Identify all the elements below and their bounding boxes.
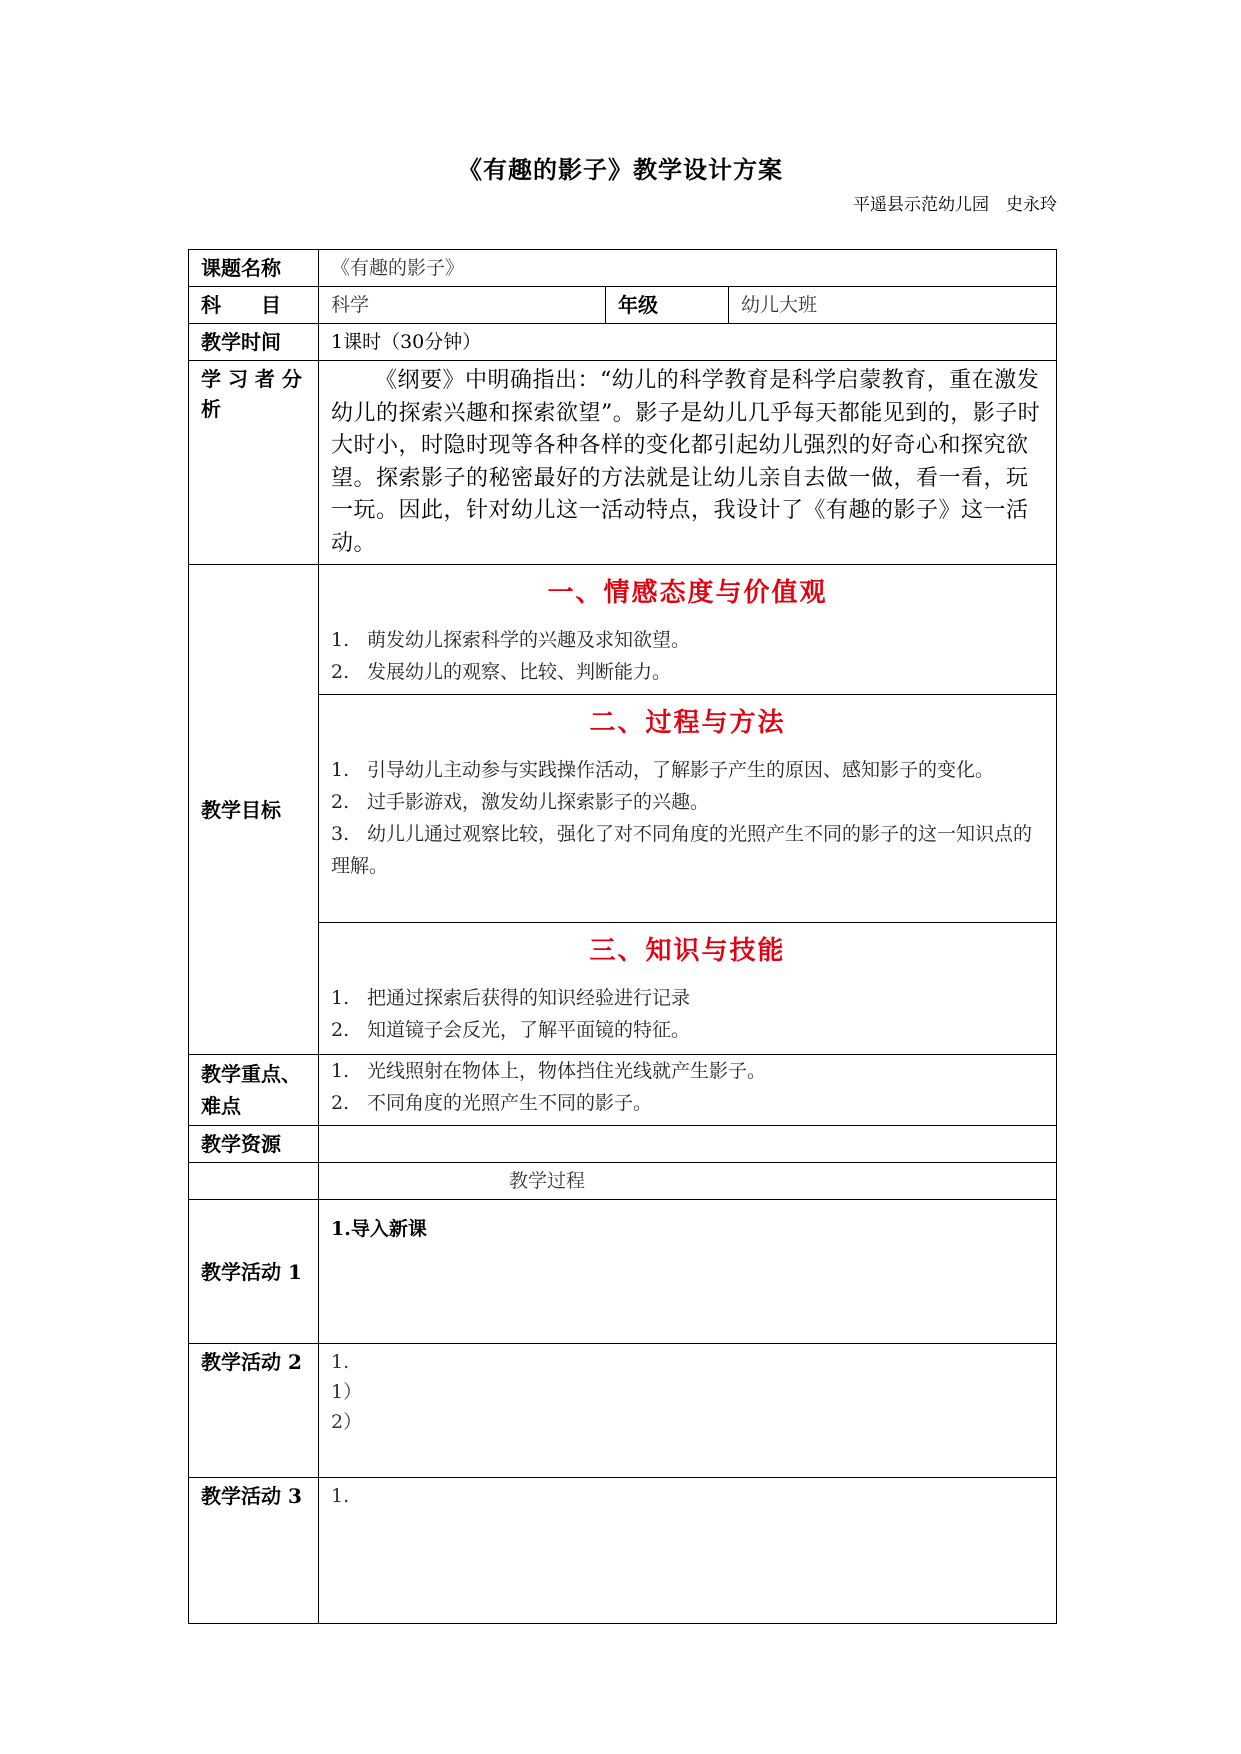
goal-section-2-heading: 二、过程与方法 [589,708,786,738]
goal-3-2 [319,1014,1056,1046]
process-label [189,1163,319,1200]
goal-2-2 [319,786,1056,818]
row-activity-3 [189,1478,1057,1624]
goal-section-1-heading: 一、情感态度与价值观 [547,578,828,608]
row-key-points [189,1055,1057,1126]
row-process [189,1163,1057,1200]
resources-value [319,1126,1057,1163]
item-number: 1. [331,1060,350,1082]
time-value: 1课时（30分钟） [319,324,1057,361]
item-text: 光线照射在物体上，物体挡住光线就产生影子。 [367,1060,767,1082]
item-number: 2. [331,791,350,813]
goals-label: 教学目标 [189,565,319,1055]
activity-2-label: 教学活动 2 [189,1344,319,1478]
topic-value: 《有趣的影子》 [319,250,1057,287]
key-point-2 [319,1087,1056,1119]
goal-section-2 [319,694,1056,922]
row-topic [189,250,1057,287]
subject-value: 科学 [319,287,606,324]
item-number: 1. [331,987,350,1009]
learner-label [189,361,319,565]
key-label-line2: 难点 [201,1094,241,1118]
subject-label: 科 目 [189,287,319,324]
time-label: 教学时间 [189,324,319,361]
goal-1-2 [319,656,1056,688]
activity-1-label: 教学活动 1 [189,1200,319,1344]
key-label [189,1055,319,1126]
grade-value: 幼儿大班 [729,287,1057,324]
item-text: 不同角度的光照产生不同的影子。 [367,1092,653,1114]
item-text: 知道镜子会反光，了解平面镜的特征。 [367,1019,691,1041]
row-resources [189,1126,1057,1163]
goal-2-3 [319,818,1056,882]
resources-label: 教学资源 [189,1126,319,1163]
row-activity-1 [189,1200,1057,1344]
item-number: 2. [331,661,350,683]
activity-2-line-2: 1） [331,1381,363,1403]
goal-section-1 [319,565,1056,694]
row-goals [189,565,1057,1055]
learner-analysis-cell [319,361,1057,565]
activity-1-line: 1.导入新课 [331,1218,427,1240]
activity-3-line: 1. [331,1485,350,1507]
lesson-plan-table [188,249,1057,1624]
item-number: 1. [331,759,350,781]
process-heading: 教学过程 [319,1163,1057,1200]
row-subject [189,287,1057,324]
goals-cell [319,565,1057,1055]
activity-2-line-3: 2） [331,1411,363,1433]
item-number: 3. [331,823,350,845]
author-line: 平遥县示范幼儿园 史永玲 [853,195,1057,215]
activity-2-cell [319,1344,1057,1478]
goal-section-3 [319,922,1056,1046]
learner-analysis-text: 《纲要》中明确指出：“幼儿的科学教育是科学启蒙教育，重在激发幼儿的探索兴趣和探索欲望”。影子是幼儿几乎每天都能见到的，影子时大时小，时隐时现等各种各样的变化都引起幼儿强烈的好奇心和探究欲望。探索影子的秘密最好的方法就是让幼儿亲自去做一做，看一看，玩一玩。因此，针对幼儿这一活动特点，我设计了《有趣的影子》这一活动。 [331,368,1041,556]
activity-3-label: 教学活动 3 [189,1478,319,1624]
item-text: 把通过探索后获得的知识经验进行记录 [367,987,691,1009]
item-text: 萌发幼儿探索科学的兴趣及求知欲望。 [367,629,691,651]
grade-label: 年级 [606,287,729,324]
activity-2-line-1: 1. [331,1351,350,1373]
goal-2-1 [319,754,1056,786]
row-learner [189,361,1057,565]
key-points-cell [319,1055,1057,1126]
learner-label-line1: 学 习 者 分 [201,367,302,391]
key-point-1 [319,1055,1056,1087]
item-text: 发展幼儿的观察、比较、判断能力。 [367,661,672,683]
row-activity-2 [189,1344,1057,1478]
item-text: 过手影游戏，激发幼儿探索影子的兴趣。 [367,791,710,813]
activity-1-cell [319,1200,1057,1344]
goal-1-1 [319,624,1056,656]
item-number: 2. [331,1092,350,1114]
document-title: 《有趣的影子》教学设计方案 [458,155,783,184]
item-number: 1. [331,629,350,651]
goal-3-1 [319,982,1056,1014]
activity-3-cell [319,1478,1057,1624]
row-time [189,324,1057,361]
topic-label: 课题名称 [189,250,319,287]
item-text: 幼儿儿通过观察比较，强化了对不同角度的光照产生不同的影子的这一知识点的理解。 [331,823,1033,877]
learner-label-line2: 析 [201,397,221,421]
goal-section-3-heading: 三、知识与技能 [589,936,786,966]
item-number: 2. [331,1019,350,1041]
item-text: 引导幼儿主动参与实践操作活动，了解影子产生的原因、感知影子的变化。 [367,759,995,781]
key-label-line1: 教学重点、 [201,1062,301,1086]
